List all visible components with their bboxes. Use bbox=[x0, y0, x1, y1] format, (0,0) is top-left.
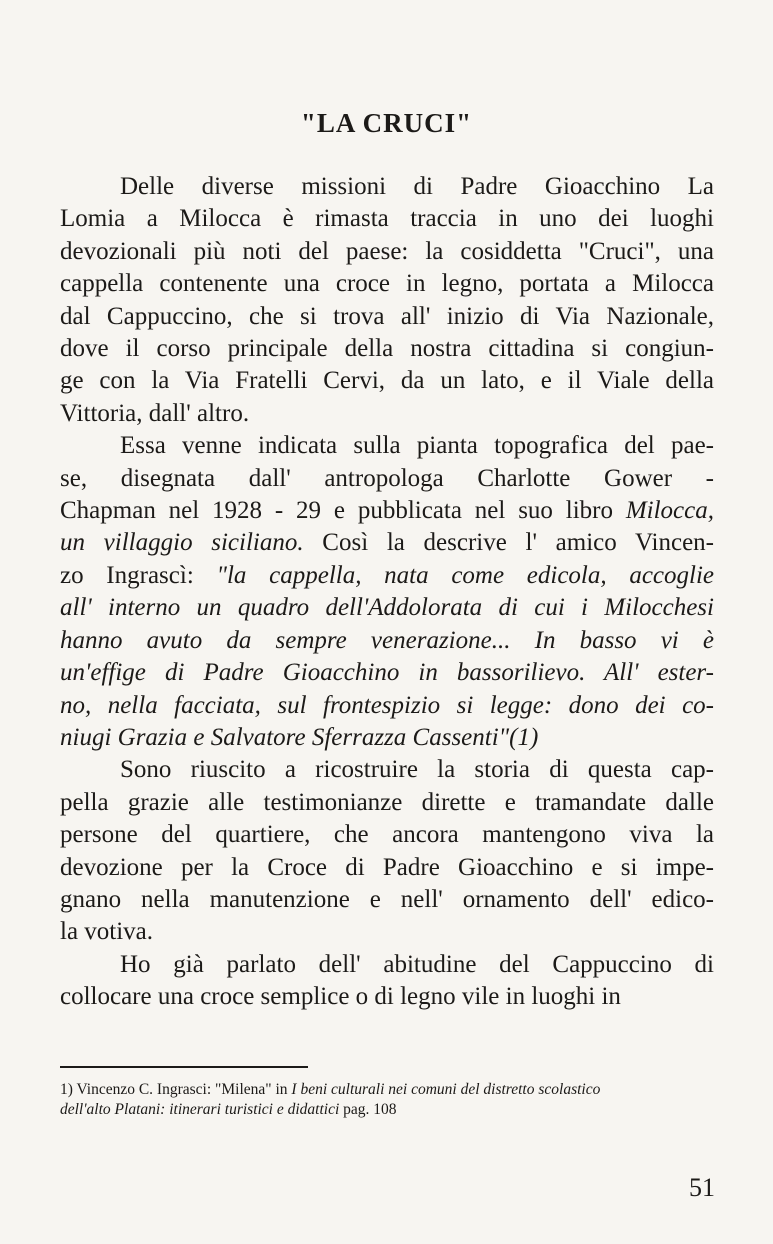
text-run: se, disegnata dall' antropologa Charlotte Gower - bbox=[60, 464, 714, 492]
paragraph bbox=[60, 949, 714, 1014]
text-run: gnano nella manutenzione e nell' ornamento dell' edico- bbox=[60, 885, 714, 913]
page-title: "LA CRUCI" bbox=[300, 108, 473, 138]
text-run: Chapman nel 1928 - 29 e pubblicata nel suo libro bbox=[60, 497, 626, 525]
text-line bbox=[60, 754, 714, 786]
text-line bbox=[60, 981, 714, 1013]
text-line bbox=[60, 171, 714, 203]
text-run: dal Cappuccino, che si trova all' inizio di Via Nazionale, bbox=[60, 302, 714, 330]
text-line bbox=[60, 884, 714, 916]
italic-text: niugi Grazia e Salvatore Sferrazza Cassenti"(1) bbox=[60, 723, 539, 751]
text-line bbox=[60, 592, 714, 624]
italic-text: I beni culturali nei comuni del distretto scolastico bbox=[291, 1081, 601, 1098]
italic-text: "la cappella, nata come edicola, accoglie bbox=[216, 561, 715, 589]
text-run: Così la descrive l' amico Vincen- bbox=[303, 529, 714, 557]
italic-text: Milocca, bbox=[625, 497, 714, 525]
text-run: pag. 108 bbox=[339, 1101, 397, 1118]
text-line bbox=[60, 949, 714, 981]
text-run: persone del quartiere, che ancora mantengono viva la bbox=[60, 821, 714, 849]
text-run: Sono riuscito a ricostruire la storia di questa cap- bbox=[120, 756, 714, 784]
text-run: Ho già parlato dell' abitudine del Cappuccino di bbox=[120, 950, 714, 978]
text-run: zo Ingrascì: bbox=[60, 561, 217, 589]
text-line bbox=[60, 203, 714, 235]
text-run: Essa venne indicata sulla pianta topografica del pae- bbox=[120, 432, 714, 460]
italic-text: no, nella facciata, sul frontespizio si legge: dono dei co- bbox=[60, 691, 714, 719]
text-run: Lomia a Milocca è rimasta traccia in uno dei luoghi bbox=[60, 205, 714, 233]
text-line bbox=[60, 722, 714, 754]
italic-text: un'effige di Padre Gioacchino in bassorilievo. All' ester- bbox=[60, 659, 714, 687]
text-line bbox=[60, 301, 714, 333]
italic-text: all' interno un quadro dell'Addolorata di cui i Milocchesi bbox=[60, 594, 714, 622]
paragraph bbox=[60, 171, 714, 430]
text-run: Vittoria, dall' altro. bbox=[60, 399, 250, 427]
text-line bbox=[60, 463, 714, 495]
text-line bbox=[60, 852, 714, 884]
text-run: 1) Vincenzo C. Ingrasci: "Milena" in bbox=[60, 1081, 292, 1098]
paragraph bbox=[60, 754, 714, 948]
text-run: devozione per la Croce di Padre Gioacchino e si impe- bbox=[60, 853, 714, 881]
text-line bbox=[60, 398, 714, 430]
text-line bbox=[60, 236, 714, 268]
text-line bbox=[60, 819, 714, 851]
text-line bbox=[60, 495, 714, 527]
footnote-separator bbox=[60, 1066, 308, 1068]
text-line bbox=[60, 560, 714, 592]
text-line bbox=[60, 268, 714, 300]
text-run: dove il corso principale della nostra cittadina si congiun- bbox=[60, 335, 714, 363]
text-line bbox=[60, 365, 714, 397]
page-number: 51 bbox=[689, 1173, 715, 1202]
text-line bbox=[60, 916, 714, 948]
text-line bbox=[60, 333, 714, 365]
text-run: pella grazie alle testimonianze dirette e tramandate dalle bbox=[60, 788, 714, 816]
text-line bbox=[60, 527, 714, 559]
italic-text: hanno avuto da sempre venerazione... In basso vi è bbox=[60, 626, 714, 654]
text-line bbox=[60, 787, 714, 819]
text-run: cappella contenente una croce in legno, portata a Milocca bbox=[60, 270, 714, 298]
text-run: devozionali più noti del paese: la cosiddetta "Cruci", una bbox=[60, 237, 714, 265]
text-line bbox=[60, 657, 714, 689]
text-line bbox=[60, 690, 714, 722]
text-run: ge con la Via Fratelli Cervi, da un lato, e il Viale della bbox=[60, 367, 714, 395]
body-text bbox=[60, 171, 714, 1014]
text-line bbox=[60, 1080, 714, 1100]
text-line bbox=[60, 430, 714, 462]
italic-text: dell'alto Platani: itinerari turistici e didattici bbox=[60, 1101, 340, 1118]
text-run: Delle diverse missioni di Padre Gioacchino La bbox=[120, 173, 714, 200]
italic-text: un villaggio siciliano. bbox=[60, 529, 304, 557]
paragraph bbox=[60, 430, 714, 754]
text-run: la votiva. bbox=[60, 918, 154, 946]
footnote bbox=[60, 1080, 714, 1120]
text-line bbox=[60, 625, 714, 657]
text-run: collocare una croce semplice o di legno vile in luoghi in bbox=[60, 983, 621, 1011]
text-line bbox=[60, 1100, 714, 1120]
